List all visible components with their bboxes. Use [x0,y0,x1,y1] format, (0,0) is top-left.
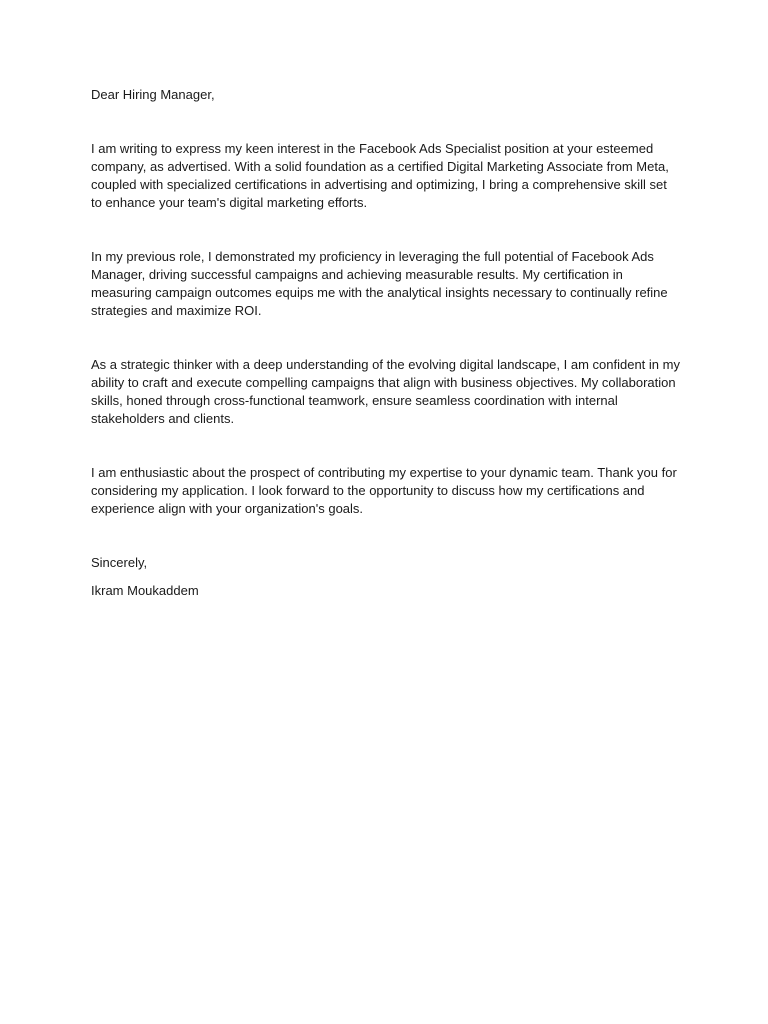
letter-paragraph-3: As a strategic thinker with a deep understanding of the evolving digital landscape, I am confident in my ability to craft and execute compelling campaigns that align with business objectives. My collaboration skills, honed through cross-functional teamwork, ensure seamless coordination with internal stakeholders and clients. [91,357,680,426]
letter-closing: Sincerely, [91,555,148,570]
letter-greeting: Dear Hiring Manager, [91,87,215,102]
letter-paragraph-2: In my previous role, I demonstrated my proficiency in leveraging the full potential of Facebook Ads Manager, driving successful campaigns and achieving measurable results. My certification in measuring campaign outcomes equips me with the analytical insights necessary to continually refine strategies and maximize ROI. [91,249,668,318]
letter-paragraph-4: I am enthusiastic about the prospect of contributing my expertise to your dynamic team. Thank you for considering my application. I look forward to the opportunity to discuss how my certifications and experience align with your organization's goals. [91,465,677,516]
letter-paragraph-1: I am writing to express my keen interest in the Facebook Ads Specialist position at your esteemed company, as advertised. With a solid foundation as a certified Digital Marketing Associate from Meta, coupled with specialized certifications in advertising and optimizing, I bring a comprehensive skill set to enhance your team's digital marketing efforts. [91,141,669,210]
letter-signature: Ikram Moukaddem [91,583,199,598]
cover-letter [91,86,681,600]
